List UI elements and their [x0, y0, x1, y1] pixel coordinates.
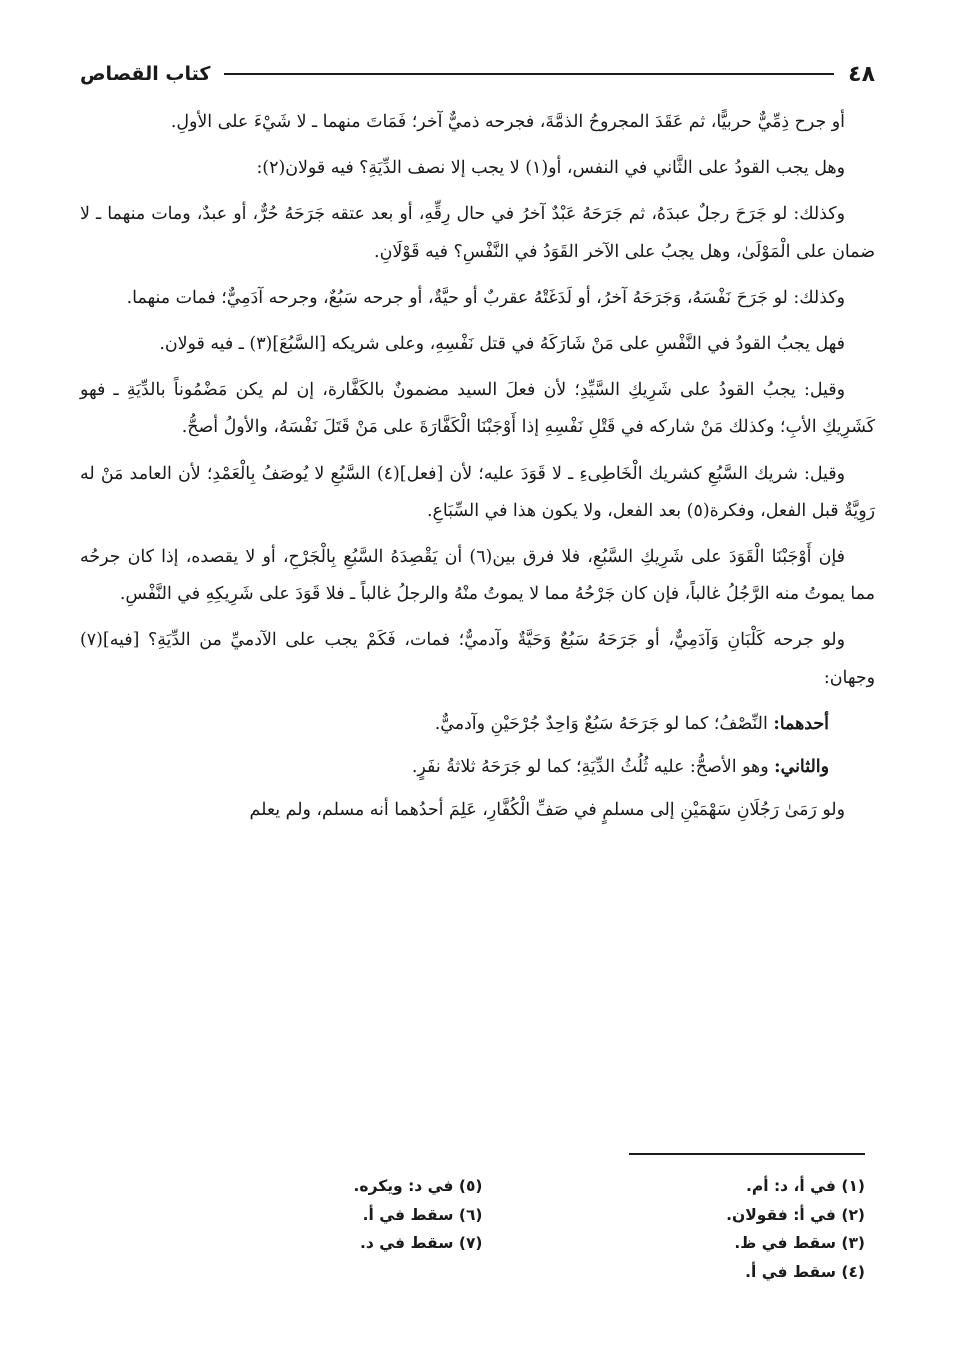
book-title: كتاب القصاص [80, 63, 211, 85]
paragraph: ولو جرحه كَلْبَانِ وَآدَمِيٌّ، أو جَرَحَهُ سَبُعٌ وَحَيَّةٌ وآدميٌّ؛ فمات، فَكَمْ يجب على الآدميِّ من الدِّيَةِ؟ [فيه](٧) وجهان: [80, 630, 875, 688]
paragraph: وقيل: يجبُ القودُ على شَرِيكِ السَّيِّدِ؛ لأن فعلَ السيد مضمونٌ بالكَفَّارة، إن لم يكن مَضْمُوناً بالدِّيَةِ ـ فهو كَشَرِيكِ الأبِ؛ وكذلك مَنْ شاركه في قَتْلِ نَفْسِهِ إذا أَوْجَبْنَا الْكَفَّارَةَ على مَنْ قَتَلَ نَفْسَهُ، والأولُ أصحُّ. [80, 380, 875, 438]
footnote: (٢) في أ: فقولان. [726, 1205, 865, 1224]
list-item-second-view [80, 749, 875, 786]
item-text: وهو الأصحُّ: عليه ثُلُثُ الدِّيَةِ؛ كما لو جَرَحَهُ ثلاثةُ نفَرٍ. [411, 757, 775, 778]
item-lead: أحدهما: [773, 713, 829, 734]
page-number: ٤٨ [848, 61, 875, 87]
list-item-first-view [80, 706, 875, 743]
body-text [80, 104, 875, 829]
footnotes [100, 1172, 865, 1286]
footnotes-right-column [483, 1172, 866, 1286]
paragraph: فإن أَوْجَبْنَا الْقَوَدَ على شَرِيكِ السَّبُعِ، فلا فرق بين(٦) أن يَقْصِدَهُ السَّبُعِ بِالْجَرْحِ، أو لا يقصده، إذا كان جرحُه مما يموتُ منه الرَّجُلُ غالباً، فإن كان جَرْحُهُ مما لا يموتُ منْهُ والرجلُ غالباً ـ فلا قَوَدَ على شَرِيكِهِ في النَّفْسِ. [80, 547, 875, 605]
paragraph: فهل يجبُ القودُ في النَّفْسِ على مَنْ شَارَكَهُ في قتل نَفْسِهِ، وعلى شريكه [السَّبُعَ](٣) ـ فيه قولان. [159, 334, 845, 355]
item-lead: والثاني: [774, 757, 829, 778]
running-header [80, 56, 875, 92]
footnotes-left-column [100, 1172, 483, 1286]
footnote-rule [629, 1153, 865, 1155]
paragraph: وكذلك: لو جَرَحَ نَفْسَهُ، وَجَرَحَهُ آخرُ، أو لَدَغَتْهُ عقربٌ أو حيَّةٌ، أو جرحه سَبُعٌ، وجرحه آدَمِيٌّ؛ فمات منهما. [126, 287, 845, 308]
paragraph: أو جرح ذِمِّيٌّ حربيًّا، ثم عَقَدَ المجروحُ الذمَّةَ، فجرحه ذميٌّ آخر؛ فَمَاتَ منهما ـ لا شَيْءَ على الأولِ. [170, 112, 845, 132]
item-text: النِّصْفُ؛ كما لو جَرَحَهُ سَبُعٌ وَاحِدٌ جُرْحَيْنِ وآدميٌّ. [434, 713, 774, 734]
paragraph: وكذلك: لو جَرَحَ رجلٌ عبدَهُ، ثم جَرَحَهُ عَبْدٌ آخرُ في حال رِقِّهِ، أو بعد عتقه جَرَحَهُ حُرٌّ، أو عبدٌ، ومات منهما ـ لا ضمان على الْمَوْلَىٰ، وهل يجبُ على الآخر القَوَدُ في النَّفْسِ؟ فيه قَوْلَانِ. [80, 204, 875, 262]
header-rule [224, 73, 834, 75]
footnote: (٥) في د: ويكره. [353, 1177, 483, 1195]
paragraph: وهل يجب القودُ على الثَّاني في النفس، أو(١) لا يجب إلا نصف الدِّيَةِ؟ فيه قولان(٢): [256, 158, 845, 179]
footnote: (٣) سقط في ظ. [734, 1234, 865, 1252]
paragraph: وقيل: شريك السَّبُعِ كشريك الْخَاطِىءِ ـ لا قَوَدَ عليه؛ لأن [فعل](٤) السَّبُعِ لا يُوصَفُ بِالْعَمْدِ؛ لأن العامد مَنْ له رَوِيَّةٌ قبل الفعل، وفكرة(٥) بعد الفعل، ولا يكون هذا في السِّبَاعِ. [80, 463, 875, 521]
footnote: (٤) سقط في أ. [745, 1262, 865, 1281]
paragraph: ولو رَمَىٰ رَجُلَانِ سَهْمَيْنِ إلى مسلمٍ في صَفِّ الْكُفَّارِ، عَلِمَ أحدُهما أنه مسلم، ولم يعلم [249, 800, 845, 821]
footnote: (٦) سقط في أ. [362, 1205, 483, 1224]
footnote: (١) في أ، د: أم. [746, 1177, 865, 1195]
footnote: (٧) سقط في د. [359, 1234, 483, 1252]
